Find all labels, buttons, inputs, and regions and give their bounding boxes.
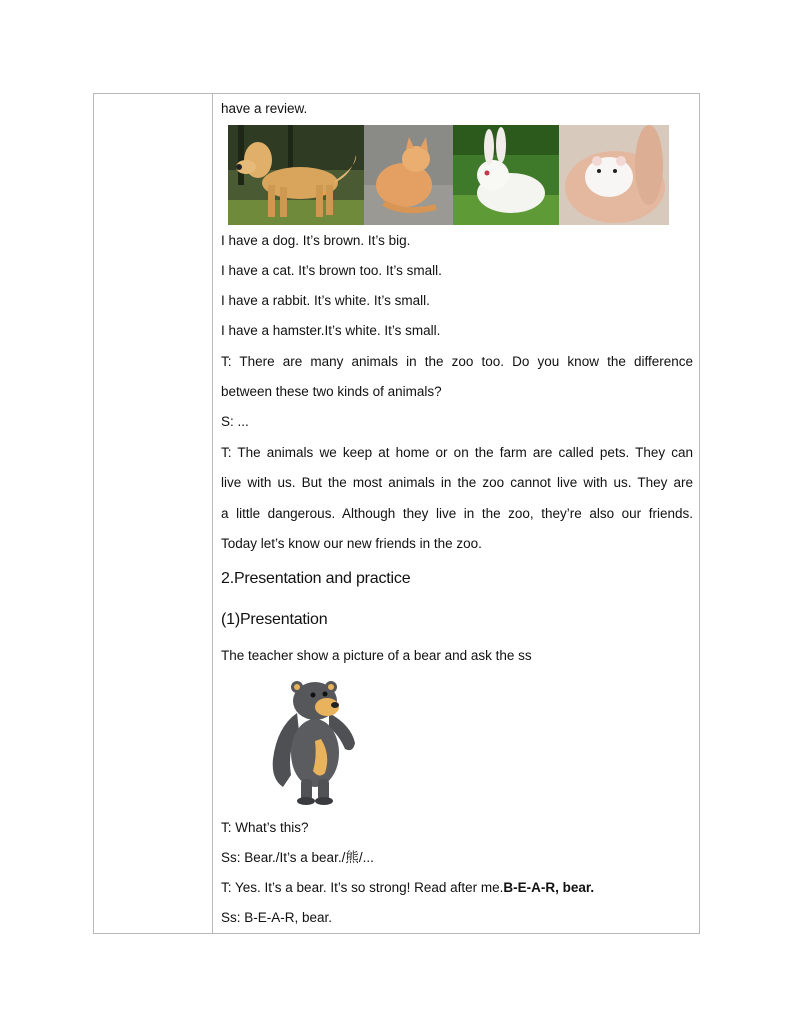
- bear-illustration: [269, 679, 359, 805]
- text-span: T: Yes. It’s a bear. It’s so strong! Read after me.: [221, 880, 504, 895]
- rabbit-photo: [453, 125, 559, 225]
- lesson-table: [93, 93, 700, 934]
- text-line: T: There are many animals in the zoo too. Do you know the difference: [221, 354, 693, 369]
- text-line: I have a hamster.It’s white. It’s small.: [221, 323, 441, 338]
- text-line: have a review.: [221, 101, 308, 116]
- subsection-heading: (1)Presentation: [221, 611, 328, 628]
- text-line: Today let’s know our new friends in the zoo.: [221, 536, 482, 551]
- text-line: I have a rabbit. It’s white. It’s small.: [221, 293, 430, 308]
- text-line: a little dangerous. Although they live in the zoo, they’re also our friends.: [221, 506, 693, 521]
- text-line: [221, 879, 594, 897]
- text-line: T: What’s this?: [221, 820, 309, 835]
- text-line: The teacher show a picture of a bear and ask the ss: [221, 648, 532, 663]
- text-line: I have a dog. It’s brown. It’s big.: [221, 233, 411, 248]
- spelling-bold: B-E-A-R, bear.: [503, 880, 595, 895]
- text-line: between these two kinds of animals?: [221, 384, 442, 399]
- section-heading: 2.Presentation and practice: [221, 570, 411, 587]
- hamster-photo: [559, 125, 669, 225]
- text-line: I have a cat. It’s brown too. It’s small.: [221, 263, 442, 278]
- animal-photo-strip: [228, 125, 669, 225]
- text-line: Ss: Bear./It’s a bear./熊/...: [221, 850, 374, 865]
- cat-photo: [364, 125, 453, 225]
- dog-photo: [228, 125, 364, 225]
- text-line: Ss: B-E-A-R, bear.: [221, 910, 333, 925]
- text-line: S: ...: [221, 414, 249, 429]
- text-line: T: The animals we keep at home or on the farm are called pets. They can: [221, 445, 693, 460]
- text-line: live with us. But the most animals in the zoo cannot live with us. They are: [221, 475, 693, 490]
- column-divider: [212, 94, 213, 933]
